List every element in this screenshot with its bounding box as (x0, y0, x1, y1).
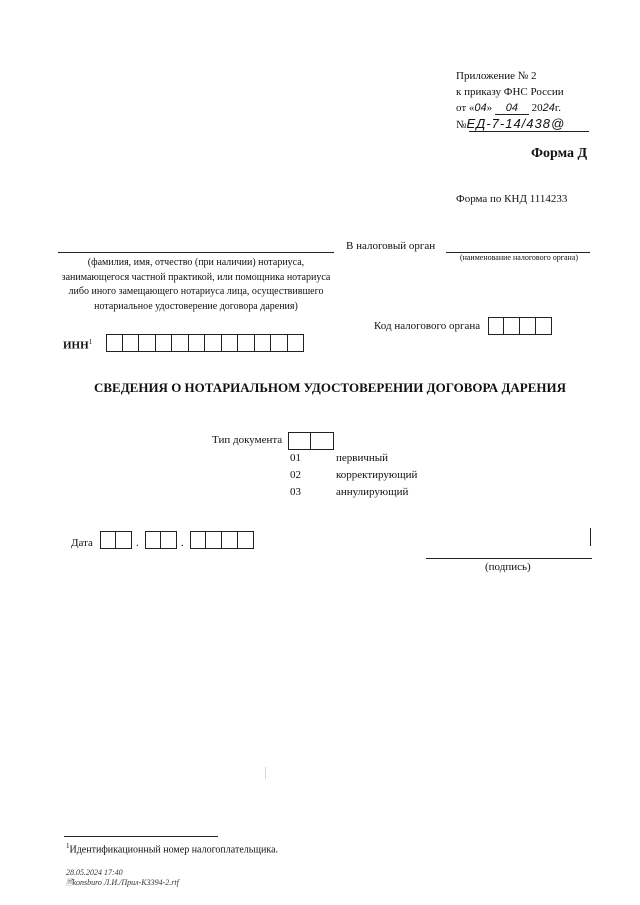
doc-type-option-label: корректирующий (336, 469, 418, 481)
appendix-label: Приложение № 2 (456, 70, 537, 82)
date-day: 04 (474, 102, 487, 114)
date-year-prefix: 20 (531, 102, 543, 114)
number-value: ЕД-7-14/438@ (466, 116, 566, 131)
doc-type-cell[interactable] (311, 432, 334, 450)
inn-cells[interactable] (106, 334, 304, 352)
doc-type-cell[interactable] (288, 432, 311, 450)
inn-cell[interactable] (205, 334, 222, 352)
date-cell[interactable] (116, 531, 132, 549)
signature-caption: (подпись) (485, 561, 531, 573)
file-icon: 🗎 (66, 878, 73, 887)
date-prefix: от « (456, 102, 475, 114)
doc-type-code: 01 (290, 452, 301, 464)
inn-cell[interactable] (271, 334, 288, 352)
inn-cell[interactable] (255, 334, 272, 352)
footnote-mark: 1 (66, 842, 70, 850)
footnote-text: Идентификационный номер налогоплательщика. (69, 844, 279, 856)
date-mid: » (486, 102, 493, 114)
signature-tick (590, 528, 591, 546)
doc-type-option-label: аннулирующий (336, 486, 409, 498)
doc-type-code: 02 (290, 469, 301, 481)
print-stamp (66, 868, 179, 888)
date-separator: . (181, 537, 184, 549)
date-separator: . (136, 537, 139, 549)
form-title: Форма Д (531, 146, 588, 161)
print-file-name: konsburo Л.И./Прил-К3394-2.rtf (72, 878, 179, 887)
tax-code-label: Код налогового органа (374, 320, 481, 332)
notary-name-line[interactable] (58, 252, 334, 253)
date-month-cells[interactable] (145, 531, 177, 549)
inn-label (63, 338, 92, 352)
inn-cell[interactable] (238, 334, 255, 352)
date-cell[interactable] (190, 531, 206, 549)
doc-type-codes (290, 450, 301, 501)
order-date (456, 102, 561, 115)
inn-cell[interactable] (172, 334, 189, 352)
tax-code-cell[interactable] (520, 317, 536, 335)
date-suffix: г. (554, 102, 561, 114)
date-cell[interactable] (161, 531, 177, 549)
tax-authority-label: В налоговый орган (346, 240, 436, 252)
date-year-cells[interactable] (190, 531, 254, 549)
tax-code-cells[interactable] (488, 317, 552, 335)
signature-line[interactable] (426, 558, 592, 559)
notary-caption: (фамилия, имя, отчество (при наличии) нотариуса, занимающегося частной практикой, или помощника нотариуса либо иного замещающего нотариуса лица, осуществившего нотариальное удостоверение договора дарения) (61, 257, 331, 312)
inn-cell[interactable] (288, 334, 305, 352)
tax-code-cell[interactable] (488, 317, 504, 335)
tax-authority-caption: (наименование налогового органа) (459, 253, 579, 262)
inn-cell[interactable] (123, 334, 140, 352)
inn-cell[interactable] (189, 334, 206, 352)
date-cell[interactable] (145, 531, 161, 549)
date-cell[interactable] (206, 531, 222, 549)
inn-cell[interactable] (106, 334, 123, 352)
order-line: к приказу ФНС России (456, 86, 564, 98)
inn-footnote-mark: 1 (88, 338, 93, 346)
inn-cell[interactable] (156, 334, 173, 352)
order-number (456, 116, 565, 131)
footnote-separator (64, 836, 218, 837)
scan-mark (265, 767, 266, 779)
document-title: СВЕДЕНИЯ О НОТАРИАЛЬНОМ УДОСТОВЕРЕНИИ ДОГОВОРА ДАРЕНИЯ (93, 380, 567, 395)
inn-cell[interactable] (139, 334, 156, 352)
date-label: Дата (71, 537, 93, 549)
date-cell[interactable] (222, 531, 238, 549)
date-month: 04 (495, 102, 529, 115)
date-cell[interactable] (100, 531, 116, 549)
print-file (66, 878, 179, 888)
number-underline (469, 131, 589, 132)
tax-code-cell[interactable] (504, 317, 520, 335)
doc-type-cells[interactable] (288, 432, 334, 450)
date-cell[interactable] (238, 531, 254, 549)
tax-code-cell[interactable] (536, 317, 552, 335)
doc-type-options (336, 450, 417, 501)
knd-label: Форма по КНД 1114233 (456, 193, 568, 205)
date-day-cells[interactable] (100, 531, 132, 549)
number-prefix: № (456, 119, 467, 131)
doc-type-label: Тип документа (212, 434, 283, 446)
doc-type-code: 03 (290, 486, 301, 498)
date-year-suffix: 24 (542, 102, 555, 114)
footnote (66, 842, 278, 855)
inn-cell[interactable] (222, 334, 239, 352)
print-timestamp: 28.05.2024 17:40 (66, 868, 123, 877)
doc-type-option-label: первичный (336, 452, 389, 464)
inn-label-text: ИНН (63, 339, 89, 352)
